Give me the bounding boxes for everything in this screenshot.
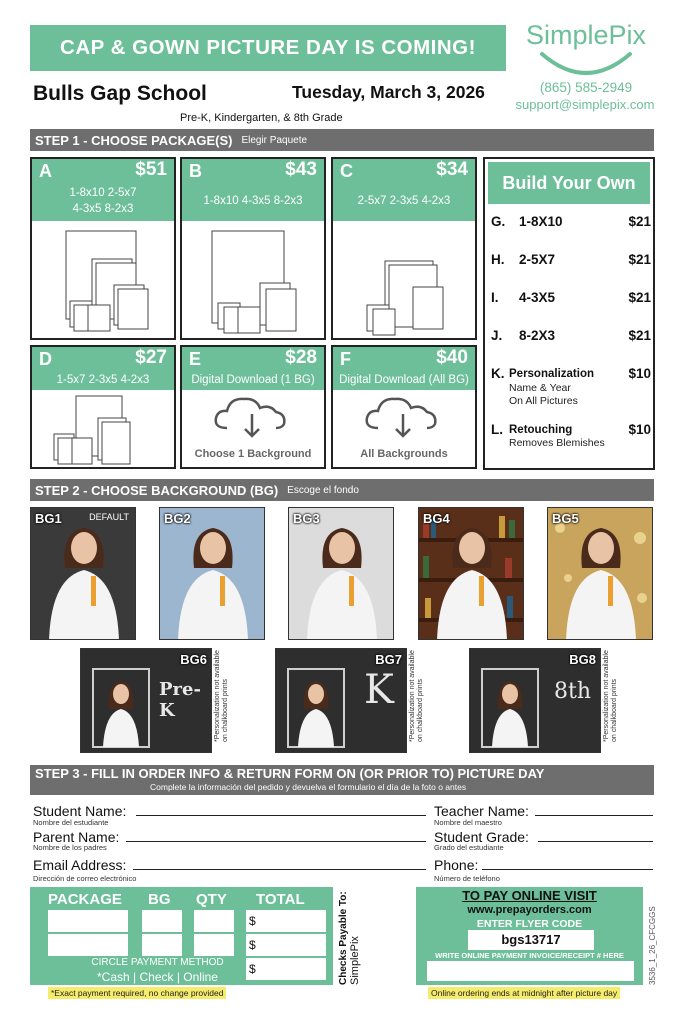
background-option-bg6[interactable] (80, 648, 212, 753)
package-a-header (32, 159, 174, 221)
student-name-label: Student Name: (33, 803, 127, 819)
package-d-header (32, 347, 174, 390)
build-your-own-panel (483, 157, 655, 470)
col-bg: BG (148, 891, 171, 908)
print-stack-icon (333, 221, 475, 337)
circle-payment-label: CIRCLE PAYMENT METHOD (91, 957, 224, 968)
package-caption: Choose 1 Background (194, 448, 312, 460)
student-portrait-icon (31, 508, 136, 640)
build-your-own-title: Build Your Own (488, 162, 650, 204)
package-letter: D (39, 349, 52, 369)
enter-code-label: ENTER FLYER CODE (476, 918, 583, 930)
cloud-download-icon (333, 390, 475, 440)
byo-sub: Name & Year On All Pictures (509, 382, 578, 407)
teacher-name-label: Teacher Name: (434, 803, 529, 819)
grades-line: Pre-K, Kindergarten, & 8th Grade (180, 112, 343, 124)
step2-title: STEP 2 - CHOOSE BACKGROUND (BG) (35, 482, 279, 498)
bg-label: BG8 (569, 652, 596, 667)
step1-subtitle: Elegir Paquete (241, 134, 308, 146)
package-a[interactable] (30, 157, 176, 340)
byo-name: 1-8X10 (519, 214, 563, 229)
package-letter: E (189, 349, 202, 369)
chalk-text: K (364, 667, 394, 713)
chalk-note-line-2: on chalkboard prints (611, 678, 618, 742)
print-stack-icon (32, 390, 174, 467)
package-contents-1: 1-5x7 2-3x5 4-2x3 (56, 374, 150, 386)
background-option-bg2[interactable] (159, 507, 265, 640)
parent-name-label: Parent Name: (33, 829, 120, 845)
package-price: $28 (285, 347, 317, 368)
byo-letter: G. (491, 214, 506, 229)
print-stack-icon (32, 221, 174, 337)
package-c-header (333, 159, 475, 221)
package-contents-1: 1-8x10 2-5x7 (69, 187, 137, 199)
step1-bar (30, 129, 654, 151)
package-f-header (333, 347, 475, 390)
chalk-text: Pre-K (159, 679, 201, 721)
teacher-name-sublabel: Nombre del maestro (434, 818, 502, 827)
dollar-sign: $ (249, 962, 256, 976)
teacher-name-field[interactable] (535, 815, 653, 816)
step3-subtitle: Complete la información del pedido y devuelva el formulario el día de la foto o antes (150, 782, 467, 792)
checks-payable-label: Checks Payable To: (338, 891, 349, 985)
checks-payable (338, 891, 361, 985)
picture-day-date: Tuesday, March 3, 2026 (292, 82, 485, 102)
byo-letter: H. (491, 252, 505, 267)
step2-subtitle: Escoge el fondo (287, 484, 359, 496)
chalkboard-note (214, 650, 230, 742)
col-package: PACKAGE (48, 891, 122, 908)
bg-label: BG4 (423, 511, 450, 526)
byo-name: Retouching (509, 424, 573, 436)
chalk-note-line-2: on chalkboard prints (222, 678, 229, 742)
package-b[interactable] (180, 157, 326, 340)
byo-sub: Removes Blemishes (509, 437, 605, 449)
student-grade-field[interactable] (538, 841, 653, 842)
package-price: $34 (436, 159, 468, 180)
phone-field[interactable] (482, 869, 653, 870)
chalkboard-note (409, 650, 425, 742)
package-price: $27 (135, 347, 167, 368)
package-contents-1: 1-8x10 4-3x5 8-2x3 (203, 195, 303, 207)
qty-input-2[interactable] (194, 934, 234, 956)
package-d[interactable] (30, 345, 176, 469)
package-price: $40 (436, 347, 468, 368)
package-e-header (182, 347, 324, 390)
student-portrait-icon (289, 508, 394, 640)
chalk-note-line-2: on chalkboard prints (417, 678, 424, 742)
chalk-note-line-1: *Personalization not available (603, 650, 610, 742)
contact-email[interactable]: support@simplepix.com (515, 97, 655, 112)
byo-price: $21 (628, 214, 651, 229)
byo-price: $10 (628, 422, 651, 437)
byo-price: $21 (628, 252, 651, 267)
page-banner: CAP & GOWN PICTURE DAY IS COMING! (30, 25, 506, 71)
pay-online-box (416, 887, 643, 985)
student-portrait-icon (548, 508, 653, 640)
email-field[interactable] (133, 869, 426, 870)
chalkboard-note (603, 650, 619, 742)
package-letter: B (189, 161, 202, 181)
dollar-sign: $ (249, 938, 256, 952)
student-name-field[interactable] (136, 815, 426, 816)
byo-letter: J. (491, 328, 503, 343)
student-name-sublabel: Nombre del estudiante (33, 818, 109, 827)
package-letter: C (340, 161, 353, 181)
bg-label: BG3 (293, 511, 320, 526)
logo-smile-icon (536, 46, 636, 80)
background-option-bg7[interactable] (275, 648, 407, 753)
bg-input-1[interactable] (142, 910, 182, 932)
student-portrait-icon (419, 508, 524, 640)
exact-payment-note: *Exact payment required, no change provided (48, 987, 226, 999)
bg-input-2[interactable] (142, 934, 182, 956)
byo-name: 8-2X3 (519, 328, 556, 343)
package-c[interactable] (331, 157, 477, 340)
byo-item-k[interactable] (491, 366, 651, 406)
default-badge: DEFAULT (89, 512, 129, 522)
package-contents-1: 2-5x7 2-3x5 4-2x3 (357, 195, 451, 207)
background-option-bg8[interactable] (469, 648, 601, 753)
chalk-note-line-1: *Personalization not available (214, 650, 221, 742)
student-portrait-icon (160, 508, 265, 640)
package-letter: F (340, 349, 351, 369)
flyer-code[interactable]: bgs13717 (468, 930, 594, 950)
package-b-header (182, 159, 324, 221)
student-grade-label: Student Grade: (434, 829, 529, 845)
package-price: $51 (135, 159, 167, 180)
student-grade-sublabel: Grado del estudiante (434, 843, 504, 852)
total-input-2[interactable] (246, 934, 326, 956)
package-e[interactable] (180, 345, 326, 469)
package-input-1[interactable] (48, 910, 128, 932)
payment-methods[interactable]: *Cash | Check | Online (97, 970, 218, 984)
byo-letter: K. (491, 366, 505, 381)
phone-sublabel: Número de teléfono (434, 874, 500, 883)
col-qty: QTY (196, 891, 227, 908)
pay-online-title: TO PAY ONLINE VISIT (462, 888, 597, 903)
parent-name-sublabel: Nombre de los padres (33, 843, 107, 852)
byo-price: $21 (628, 290, 651, 305)
package-price: $43 (285, 159, 317, 180)
simplepix-logo: SimplePix (525, 20, 647, 50)
step3-title: STEP 3 - FILL IN ORDER INFO & RETURN FORM ON (OR PRIOR TO) PICTURE DAY (35, 766, 545, 781)
email-sublabel: Dirección de correo electrónico (33, 874, 137, 883)
background-option-bg5[interactable] (547, 507, 653, 640)
online-deadline-note: Online ordering ends at midnight after picture day (428, 987, 620, 999)
payee-name: SimplePix (349, 936, 361, 985)
email-label: Email Address: (33, 857, 127, 873)
contact-phone: (865) 585-2949 (539, 80, 633, 95)
byo-name: Personalization (509, 368, 594, 380)
package-input-2[interactable] (48, 934, 128, 956)
byo-item-l[interactable] (491, 422, 651, 452)
byo-price: $10 (628, 366, 651, 381)
phone-label: Phone: (434, 857, 479, 873)
bg-label: BG6 (180, 652, 207, 667)
flyer-id: 3536_1_26_CFCGGS (648, 906, 657, 985)
dollar-sign: $ (249, 914, 256, 928)
step2-bar (30, 479, 654, 501)
cloud-download-icon (182, 390, 324, 440)
background-option-bg4[interactable] (418, 507, 524, 640)
prepay-url[interactable]: www.prepayorders.com (467, 904, 592, 916)
school-name: Bulls Gap School (33, 82, 207, 105)
col-total: TOTAL (256, 891, 305, 908)
byo-name: 4-3X5 (519, 290, 556, 305)
write-invoice-label: WRITE ONLINE PAYMENT INVOICE/RECEIPT # HERE (435, 951, 624, 960)
step1-title: STEP 1 - CHOOSE PACKAGE(S) (35, 132, 233, 148)
step3-bar (30, 765, 654, 795)
chalk-note-line-1: *Personalization not available (409, 650, 416, 742)
bg-label: BG7 (375, 652, 402, 667)
package-contents-2: 4-3x5 8-2x3 (72, 203, 134, 215)
chalk-text: 8th (554, 679, 592, 704)
background-option-bg3[interactable] (288, 507, 394, 640)
package-contents-1: Digital Download (1 BG) (191, 374, 315, 386)
package-caption: All Backgrounds (360, 448, 448, 460)
parent-name-field[interactable] (126, 841, 426, 842)
byo-price: $21 (628, 328, 651, 343)
qty-input-1[interactable] (194, 910, 234, 932)
invoice-field[interactable] (427, 961, 634, 981)
background-option-bg1[interactable] (30, 507, 136, 640)
package-f[interactable] (331, 345, 477, 469)
package-contents-1: Digital Download (All BG) (339, 374, 469, 386)
package-letter: A (39, 161, 52, 181)
byo-name: 2-5X7 (519, 252, 556, 267)
bg-label: BG2 (164, 511, 191, 526)
bg-label: BG1 (35, 511, 62, 526)
byo-letter: I. (491, 290, 499, 305)
total-input-1[interactable] (246, 910, 326, 932)
print-stack-icon (182, 221, 324, 337)
bg-label: BG5 (552, 511, 579, 526)
byo-letter: L. (491, 422, 503, 437)
